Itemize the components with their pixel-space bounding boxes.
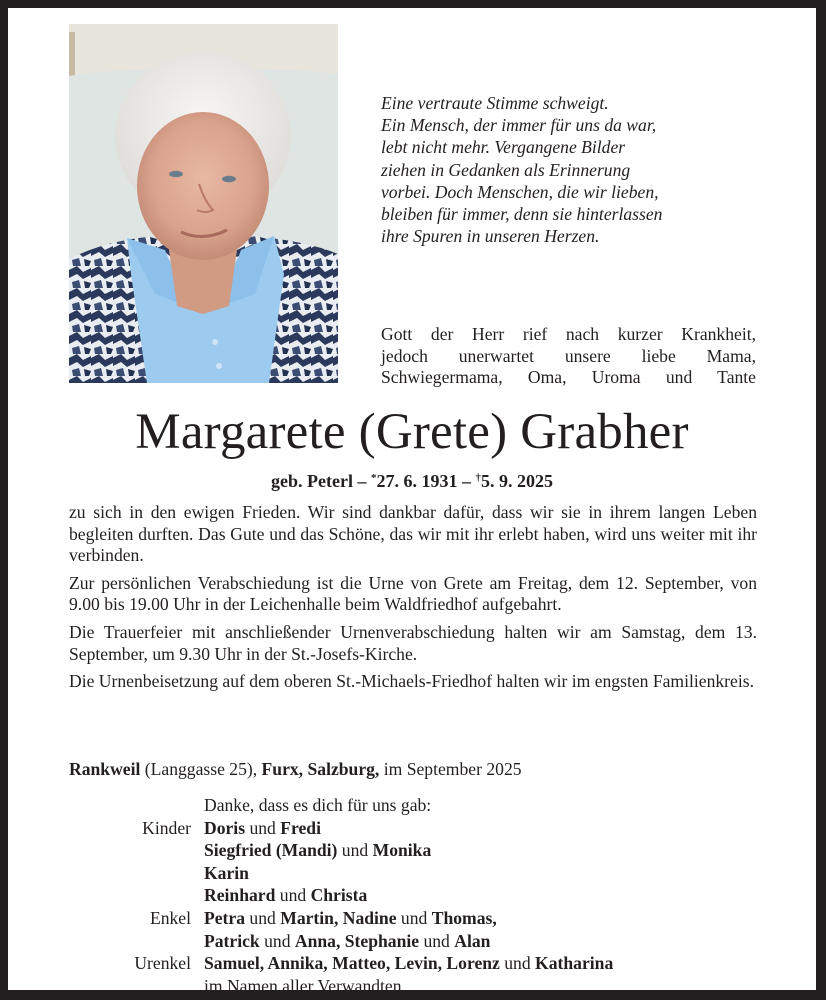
notice-date: im September 2025 bbox=[379, 759, 522, 779]
birth-date: 27. 6. 1931 bbox=[376, 471, 458, 491]
poem-line: Ein Mensch, der immer für uns da war, bbox=[381, 115, 657, 136]
kinder-names bbox=[204, 817, 321, 840]
poem-line: Eine vertraute Stimme schweigt. bbox=[381, 93, 609, 113]
child-name: Siegfried (Mandi) bbox=[204, 840, 338, 861]
enkel-row bbox=[8, 930, 816, 953]
separator: – bbox=[461, 471, 471, 491]
obituary-notice bbox=[8, 8, 816, 996]
death-cross-icon: † bbox=[475, 472, 481, 484]
grandchild-name: Martin, Nadine bbox=[280, 907, 397, 928]
burial-paragraph: Die Urnenbeisetzung auf dem oberen St.-Michaels-Friedhof halten wir im engsten Familienkreis. bbox=[69, 671, 754, 692]
child-name: Reinhard bbox=[204, 885, 276, 906]
conjunction: und bbox=[396, 907, 432, 928]
thanks-row bbox=[8, 794, 816, 817]
grandchild-name: Alan bbox=[454, 930, 491, 951]
great-grandchild-names: Samuel, Annika, Matteo, Levin, Lorenz bbox=[204, 953, 500, 974]
poem-line: ziehen in Gedanken als Erinnerung bbox=[381, 159, 631, 180]
great-grandchild-name: Katharina bbox=[535, 953, 614, 974]
kinder-row bbox=[8, 884, 816, 907]
portrait-photo bbox=[69, 24, 338, 383]
kinder-label: Kinder bbox=[142, 817, 191, 838]
child-name: Doris bbox=[204, 817, 246, 838]
urenkel-row bbox=[8, 952, 816, 975]
kinder-names bbox=[204, 839, 431, 862]
enkel-names bbox=[204, 930, 490, 953]
closing-row bbox=[8, 975, 816, 998]
body-paragraph: zu sich in den ewigen Frieden. Wir sind dankbar dafür, dass wir sie in ihrem langen Leben begleiten durften. Das Gute und das Schöne, das wir mit ihr erlebt haben, wird uns weiter mit ihr verbinden. bbox=[69, 502, 757, 566]
intro-line: jedoch unerwartet unsere liebe Mama, bbox=[381, 345, 756, 366]
conjunction: und bbox=[245, 907, 281, 928]
place-and-date bbox=[69, 758, 769, 780]
conjunction: und bbox=[499, 953, 536, 974]
address: (Langgasse 25), bbox=[140, 759, 262, 779]
closing-text: im Namen aller Verwandten bbox=[204, 975, 402, 996]
birth-star-icon: * bbox=[370, 472, 377, 484]
kinder-row bbox=[8, 839, 816, 862]
kinder-row bbox=[8, 817, 816, 840]
urenkel-names bbox=[204, 952, 613, 975]
grandchild-name: Thomas, bbox=[431, 907, 497, 928]
kinder-names bbox=[204, 884, 367, 907]
child-partner-name: Monika bbox=[372, 840, 432, 861]
child-partner-name: Christa bbox=[310, 885, 368, 906]
portrait-illustration bbox=[69, 24, 338, 383]
death-date: 5. 9. 2025 bbox=[480, 471, 553, 491]
poem-line: ihre Spuren in unseren Herzen. bbox=[381, 226, 600, 247]
grandchild-name: Anna, Stephanie bbox=[294, 930, 420, 951]
conjunction: und bbox=[259, 930, 295, 951]
kinder-row bbox=[8, 862, 816, 885]
grandchild-name: Petra bbox=[204, 907, 246, 928]
enkel-row bbox=[8, 907, 816, 930]
grandchild-name: Patrick bbox=[204, 930, 260, 951]
intro-line: Schwiegermama, Oma, Uroma und Tante bbox=[381, 367, 756, 388]
deceased-name: Margarete (Grete) Grabher bbox=[135, 404, 689, 460]
enkel-names bbox=[204, 907, 497, 930]
poem-line: lebt nicht mehr. Vergangene Bilder bbox=[381, 137, 626, 158]
intro-line: Gott der Herr rief nach kurzer Krankheit, bbox=[381, 324, 756, 344]
towns-furx-salzburg: Furx, Salzburg, bbox=[261, 759, 380, 779]
viewing-paragraph: Zur persönlichen Verabschiedung ist die Urne von Grete am Freitag, dem 12. September, von 9.00 bis 19.00 Uhr in der Leichenhalle beim Waldfriedhof aufgebahrt. bbox=[69, 572, 757, 615]
conjunction: und bbox=[419, 930, 455, 951]
conjunction: und bbox=[245, 817, 281, 838]
life-dates bbox=[8, 466, 816, 493]
kinder-names bbox=[204, 862, 249, 885]
maiden-name: geb. Peterl bbox=[271, 471, 353, 491]
town-rankweil: Rankweil bbox=[69, 759, 141, 779]
urenkel-label: Urenkel bbox=[134, 953, 191, 974]
funeral-paragraph: Die Trauerfeier mit anschließender Urnenverabschiedung halten wir am Samstag, dem 13. September, um 9.30 Uhr in der St.-Josefs-Kirche. bbox=[69, 621, 757, 664]
conjunction: und bbox=[337, 840, 373, 861]
poem-line: bleiben für immer, denn sie hinterlassen bbox=[381, 204, 663, 225]
announcement-intro bbox=[381, 324, 756, 389]
family-list bbox=[8, 794, 816, 997]
poem-line: vorbei. Doch Menschen, die wir lieben, bbox=[381, 181, 659, 202]
conjunction: und bbox=[275, 885, 311, 906]
child-partner-name: Fredi bbox=[280, 817, 321, 838]
separator: – bbox=[357, 471, 367, 491]
child-name: Karin bbox=[204, 862, 249, 883]
announcement-body bbox=[69, 502, 757, 699]
memorial-poem bbox=[381, 92, 761, 247]
enkel-label: Enkel bbox=[149, 907, 191, 928]
thanks-text: Danke, dass es dich für uns gab: bbox=[204, 795, 432, 815]
